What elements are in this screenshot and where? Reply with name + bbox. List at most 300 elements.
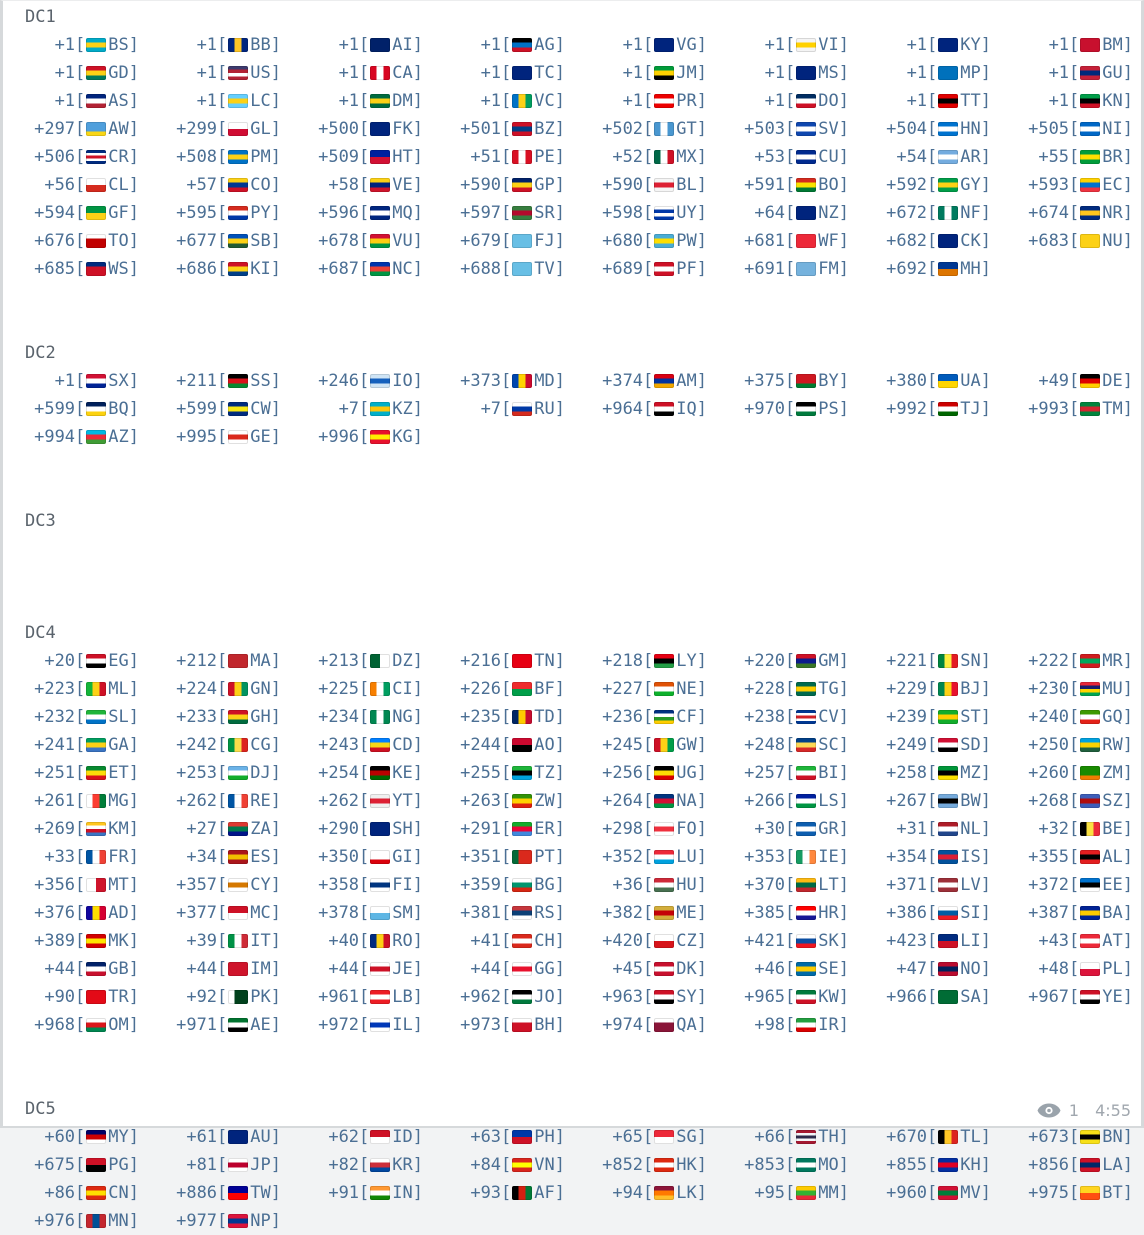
dial-entry-BB [145, 31, 287, 59]
country-code: MT] [108, 875, 139, 895]
country-code: JP] [250, 1155, 281, 1175]
dial-code: +423[ [886, 931, 938, 951]
country-code: NR] [1102, 203, 1133, 223]
flag-PS-icon [796, 402, 816, 416]
flag-LU-icon [654, 850, 674, 864]
dial-entry-ZA [145, 815, 287, 843]
dial-entry-EG [3, 647, 145, 675]
dial-code: +374[ [602, 371, 654, 391]
dial-code: +683[ [1028, 231, 1080, 251]
message-meta [1037, 1101, 1131, 1120]
dial-entry-SL [3, 703, 145, 731]
dial-entry-FK [287, 115, 429, 143]
section-DC5[interactable] [3, 1095, 1141, 1235]
country-code: BT] [1102, 1183, 1133, 1203]
dial-entry-DZ [287, 647, 429, 675]
country-code: BL] [676, 175, 707, 195]
flag-WF-icon [796, 234, 816, 248]
flag-BA-icon [1080, 906, 1100, 920]
flag-UY-icon [654, 206, 674, 220]
dial-entry-LV [855, 871, 997, 899]
flag-MV-icon [938, 1186, 958, 1200]
dial-entry-TN [429, 647, 571, 675]
section-DC4[interactable] [3, 619, 1141, 1039]
flag-GP-icon [512, 178, 532, 192]
entry-row [3, 759, 1141, 787]
country-code: TM] [1102, 399, 1133, 419]
dial-entry-MK [3, 927, 145, 955]
dial-entry-BH [429, 1011, 571, 1039]
dial-entry-NC [287, 255, 429, 283]
dial-entry-SE [713, 955, 855, 983]
flag-BF-icon [512, 682, 532, 696]
dial-code: +855[ [886, 1155, 938, 1175]
country-code: SM] [392, 903, 423, 923]
dial-entry-GD [3, 59, 145, 87]
dial-code: +970[ [744, 399, 796, 419]
country-code: FM] [818, 259, 849, 279]
flag-PG-icon [86, 1158, 106, 1172]
country-code: LU] [676, 847, 707, 867]
flag-LI-icon [938, 934, 958, 948]
flag-NP-icon [228, 1214, 248, 1228]
dial-code: +420[ [602, 931, 654, 951]
dial-entry-FO [571, 815, 713, 843]
country-code: CD] [392, 735, 423, 755]
dial-entry-SD [855, 731, 997, 759]
flag-MT-icon [86, 878, 106, 892]
flag-NU-icon [1080, 234, 1100, 248]
entry-row [3, 395, 1141, 423]
flag-AF-icon [512, 1186, 532, 1200]
dial-entry-EC [997, 171, 1139, 199]
entry-row [3, 87, 1141, 115]
flag-GA-icon [86, 738, 106, 752]
dial-entry-TV [429, 255, 571, 283]
country-code: MV] [960, 1183, 991, 1203]
dial-entry-SV [713, 115, 855, 143]
dial-code: +682[ [886, 231, 938, 251]
flag-TC-icon [512, 66, 532, 80]
flag-MO-icon [796, 1158, 816, 1172]
country-code: MX] [676, 147, 707, 167]
dial-code: +250[ [1028, 735, 1080, 755]
dial-entry-GA [3, 731, 145, 759]
dial-entry-HR [713, 899, 855, 927]
dial-entry-LI [855, 927, 997, 955]
dial-code: +233[ [176, 707, 228, 727]
dial-code: +239[ [886, 707, 938, 727]
country-code: PT] [534, 847, 565, 867]
dial-entry-NR [997, 199, 1139, 227]
flag-FR-icon [86, 850, 106, 864]
country-code: LB] [392, 987, 423, 1007]
country-code: SZ] [1102, 791, 1133, 811]
dial-entry-IM [145, 955, 287, 983]
dial-entry-AG [429, 31, 571, 59]
dial-code: +853[ [744, 1155, 796, 1175]
dial-code: +48[ [1038, 959, 1080, 979]
dial-entry-SG [571, 1123, 713, 1151]
country-code: AE] [250, 1015, 281, 1035]
dial-code: +973[ [460, 1015, 512, 1035]
dial-code: +856[ [1028, 1155, 1080, 1175]
dial-entry-GN [145, 675, 287, 703]
dial-entry-NA [571, 787, 713, 815]
dial-code: +350[ [318, 847, 370, 867]
dial-entry-PF [571, 255, 713, 283]
country-code: EE] [1102, 875, 1133, 895]
dial-code: +53[ [754, 147, 796, 167]
country-code: VC] [534, 91, 565, 111]
flag-MH-icon [938, 262, 958, 276]
dial-entry-TW [145, 1179, 287, 1207]
country-code: MA] [250, 651, 281, 671]
dial-code: +230[ [1028, 679, 1080, 699]
country-code: GQ] [1102, 707, 1133, 727]
dial-entry-PW [571, 227, 713, 255]
country-code: GM] [818, 651, 849, 671]
flag-PL-icon [1080, 962, 1100, 976]
dial-code: +27[ [186, 819, 228, 839]
dial-code: +971[ [176, 1015, 228, 1035]
country-code: VG] [676, 35, 707, 55]
dial-code: +47[ [896, 959, 938, 979]
dial-entry-MG [3, 787, 145, 815]
country-code: IN] [392, 1183, 423, 1203]
country-code: RS] [534, 903, 565, 923]
country-code: CO] [250, 175, 281, 195]
country-code: MG] [108, 791, 139, 811]
dial-entry-GM [713, 647, 855, 675]
flag-LV-icon [938, 878, 958, 892]
country-code: SK] [818, 931, 849, 951]
flag-AZ-icon [86, 430, 106, 444]
country-code: FJ] [534, 231, 565, 251]
dial-code: +224[ [176, 679, 228, 699]
dial-code: +248[ [744, 735, 796, 755]
dial-code: +56[ [44, 175, 86, 195]
flag-CR-icon [86, 150, 106, 164]
dial-entry-LS [713, 787, 855, 815]
dial-entry-IN [287, 1179, 429, 1207]
flag-TJ-icon [938, 402, 958, 416]
flag-SD-icon [938, 738, 958, 752]
section-DC2[interactable] [3, 339, 1141, 451]
country-code: KE] [392, 763, 423, 783]
dial-code: +375[ [744, 371, 796, 391]
flag-DK-icon [654, 962, 674, 976]
flag-BJ-icon [938, 682, 958, 696]
dial-code: +1[ [54, 91, 86, 111]
dial-entry-AM [571, 367, 713, 395]
dial-code: +95[ [754, 1183, 796, 1203]
country-code: EG] [108, 651, 139, 671]
flag-BL-icon [654, 178, 674, 192]
dial-code: +98[ [754, 1015, 796, 1035]
country-code: MN] [108, 1211, 139, 1231]
dial-code: +1[ [196, 63, 228, 83]
dial-entry-NZ [713, 199, 855, 227]
dial-entry-CW [145, 395, 287, 423]
dial-code: +36[ [612, 875, 654, 895]
dial-entry-TO [3, 227, 145, 255]
flag-MG-icon [86, 794, 106, 808]
dial-code: +503[ [744, 119, 796, 139]
country-code: BR] [1102, 147, 1133, 167]
dial-entry-MA [145, 647, 287, 675]
country-code: OM] [108, 1015, 139, 1035]
flag-GU-icon [1080, 66, 1100, 80]
entry-row [3, 535, 1141, 563]
dial-code: +1[ [1048, 35, 1080, 55]
flag-MU-icon [1080, 682, 1100, 696]
country-code: BF] [534, 679, 565, 699]
dial-code: +972[ [318, 1015, 370, 1035]
dial-code: +506[ [34, 147, 86, 167]
dial-entry-GW [571, 731, 713, 759]
country-code: KW] [818, 987, 849, 1007]
flag-FK-icon [370, 122, 390, 136]
dial-entry-AI [287, 31, 429, 59]
country-code: BI] [818, 763, 849, 783]
dial-entry-PR [571, 87, 713, 115]
country-code: FO] [676, 819, 707, 839]
country-code: VE] [392, 175, 423, 195]
dial-entry-KY [855, 31, 997, 59]
dial-code: +39[ [186, 931, 228, 951]
flag-MK-icon [86, 934, 106, 948]
dial-entry-PS [713, 395, 855, 423]
country-code: SV] [818, 119, 849, 139]
dial-code: +7[ [480, 399, 512, 419]
country-code: CK] [960, 231, 991, 251]
country-code: LK] [676, 1183, 707, 1203]
country-code: GY] [960, 175, 991, 195]
flag-AO-icon [512, 738, 532, 752]
dial-code: +852[ [602, 1155, 654, 1175]
dial-code: +351[ [460, 847, 512, 867]
dial-entry-BA [997, 899, 1139, 927]
dial-code: +7[ [338, 399, 370, 419]
dial-entry-JP [145, 1151, 287, 1179]
flag-PH-icon [512, 1130, 532, 1144]
section-title-DC1: DC1 [25, 7, 56, 27]
flag-SH-icon [370, 822, 390, 836]
country-code: HN] [960, 119, 991, 139]
country-code: IM] [250, 959, 281, 979]
dial-code: +381[ [460, 903, 512, 923]
section-title-DC3: DC3 [25, 511, 56, 531]
flag-MY-icon [86, 1130, 106, 1144]
dial-entry-SK [713, 927, 855, 955]
dial-code: +500[ [318, 119, 370, 139]
dial-code: +49[ [1038, 371, 1080, 391]
flag-ZA-icon [228, 822, 248, 836]
country-code: NE] [676, 679, 707, 699]
dial-code: +1[ [480, 91, 512, 111]
dial-code: +963[ [602, 987, 654, 1007]
dial-entry-KR [287, 1151, 429, 1179]
flag-PT-icon [512, 850, 532, 864]
country-code: NF] [960, 203, 991, 223]
country-code: SR] [534, 203, 565, 223]
flag-SM-icon [370, 906, 390, 920]
country-code: CI] [392, 679, 423, 699]
dial-entry-GQ [997, 703, 1139, 731]
dial-entry-AO [429, 731, 571, 759]
dial-code: +681[ [744, 231, 796, 251]
country-code: GD] [108, 63, 139, 83]
dial-entry-TG [713, 675, 855, 703]
dial-entry-TZ [429, 759, 571, 787]
dial-code: +599[ [176, 399, 228, 419]
dial-entry-NU [997, 227, 1139, 255]
country-code: JM] [676, 63, 707, 83]
dial-code: +974[ [602, 1015, 654, 1035]
dial-code: +235[ [460, 707, 512, 727]
dial-code: +382[ [602, 903, 654, 923]
dial-entry-OM [3, 1011, 145, 1039]
dial-code: +373[ [460, 371, 512, 391]
country-code: AZ] [108, 427, 139, 447]
dial-code: +64[ [754, 203, 796, 223]
dial-code: +353[ [744, 847, 796, 867]
flag-FM-icon [796, 262, 816, 276]
country-code: TH] [818, 1127, 849, 1147]
dial-entry-KH [855, 1151, 997, 1179]
flag-LC-icon [228, 94, 248, 108]
country-code: NG] [392, 707, 423, 727]
country-code: KY] [960, 35, 991, 55]
flag-TM-icon [1080, 402, 1100, 416]
dial-code: +81[ [186, 1155, 228, 1175]
flag-YE-icon [1080, 990, 1100, 1004]
dial-code: +211[ [176, 371, 228, 391]
country-code: US] [250, 63, 281, 83]
flag-IO-icon [370, 374, 390, 388]
entry-row [3, 367, 1141, 395]
country-code: TN] [534, 651, 565, 671]
dial-entry-UA [855, 367, 997, 395]
country-code: MR] [1102, 651, 1133, 671]
flag-AU-icon [228, 1130, 248, 1144]
dial-code: +1[ [196, 91, 228, 111]
flag-KG-icon [370, 430, 390, 444]
dial-entry-ES [145, 843, 287, 871]
dial-entry-CN [3, 1179, 145, 1207]
dial-entry-SC [713, 731, 855, 759]
dial-entry-ET [3, 759, 145, 787]
dial-entry-VC [429, 87, 571, 115]
flag-TG-icon [796, 682, 816, 696]
dial-code: +254[ [318, 763, 370, 783]
flag-NL-icon [938, 822, 958, 836]
country-code: PR] [676, 91, 707, 111]
dial-code: +245[ [602, 735, 654, 755]
dial-code: +65[ [612, 1127, 654, 1147]
dial-code: +692[ [886, 259, 938, 279]
country-code: GN] [250, 679, 281, 699]
dial-entry-AU [145, 1123, 287, 1151]
dial-entry-FI [287, 871, 429, 899]
flag-NG-icon [370, 710, 390, 724]
flag-MQ-icon [370, 206, 390, 220]
flag-CV-icon [796, 710, 816, 724]
flag-GW-icon [654, 738, 674, 752]
dial-entry-AF [429, 1179, 571, 1207]
sections [3, 3, 1141, 1235]
entry-row [3, 1123, 1141, 1151]
dial-code: +359[ [460, 875, 512, 895]
country-code: WF] [818, 231, 849, 251]
dial-entry-SS [145, 367, 287, 395]
country-code: PS] [818, 399, 849, 419]
dial-code: +672[ [886, 203, 938, 223]
flag-MX-icon [654, 150, 674, 164]
dial-code: +212[ [176, 651, 228, 671]
country-code: MK] [108, 931, 139, 951]
country-code: SL] [108, 707, 139, 727]
flag-RS-icon [512, 906, 532, 920]
dial-code: +591[ [744, 175, 796, 195]
dial-code: +964[ [602, 399, 654, 419]
country-code: YT] [392, 791, 423, 811]
country-code: NA] [676, 791, 707, 811]
dial-entry-PY [145, 199, 287, 227]
dial-code: +44[ [470, 959, 512, 979]
country-code: JO] [534, 987, 565, 1007]
flag-CN-icon [86, 1186, 106, 1200]
section-DC3[interactable] [3, 507, 1141, 563]
flag-NA-icon [654, 794, 674, 808]
dial-code: +691[ [744, 259, 796, 279]
dial-entry-JO [429, 983, 571, 1011]
dial-code: +1[ [622, 35, 654, 55]
flag-TV-icon [512, 262, 532, 276]
dial-code: +228[ [744, 679, 796, 699]
flag-KM-icon [86, 822, 106, 836]
dial-code: +680[ [602, 231, 654, 251]
country-code: NU] [1102, 231, 1133, 251]
country-code: ML] [108, 679, 139, 699]
dial-code: +1[ [1048, 91, 1080, 111]
country-code: CA] [392, 63, 423, 83]
country-code: FR] [108, 847, 139, 867]
dial-entry-WS [3, 255, 145, 283]
dial-code: +44[ [328, 959, 370, 979]
country-code: GB] [108, 959, 139, 979]
flag-ID-icon [370, 1130, 390, 1144]
flag-AT-icon [1080, 934, 1100, 948]
flag-FO-icon [654, 822, 674, 836]
dial-entry-CO [145, 171, 287, 199]
country-code: CN] [108, 1183, 139, 1203]
country-code: KG] [392, 427, 423, 447]
section-DC1[interactable] [3, 3, 1141, 283]
flag-JE-icon [370, 962, 390, 976]
flag-EE-icon [1080, 878, 1100, 892]
dial-entry-IE [713, 843, 855, 871]
dial-code: +356[ [34, 875, 86, 895]
views-count: 1 [1068, 1101, 1080, 1120]
dial-entry-MP [855, 59, 997, 87]
country-code: MP] [960, 63, 991, 83]
country-code: LI] [960, 931, 991, 951]
country-code: TW] [250, 1183, 281, 1203]
flag-ER-icon [512, 822, 532, 836]
dial-code: +20[ [44, 651, 86, 671]
